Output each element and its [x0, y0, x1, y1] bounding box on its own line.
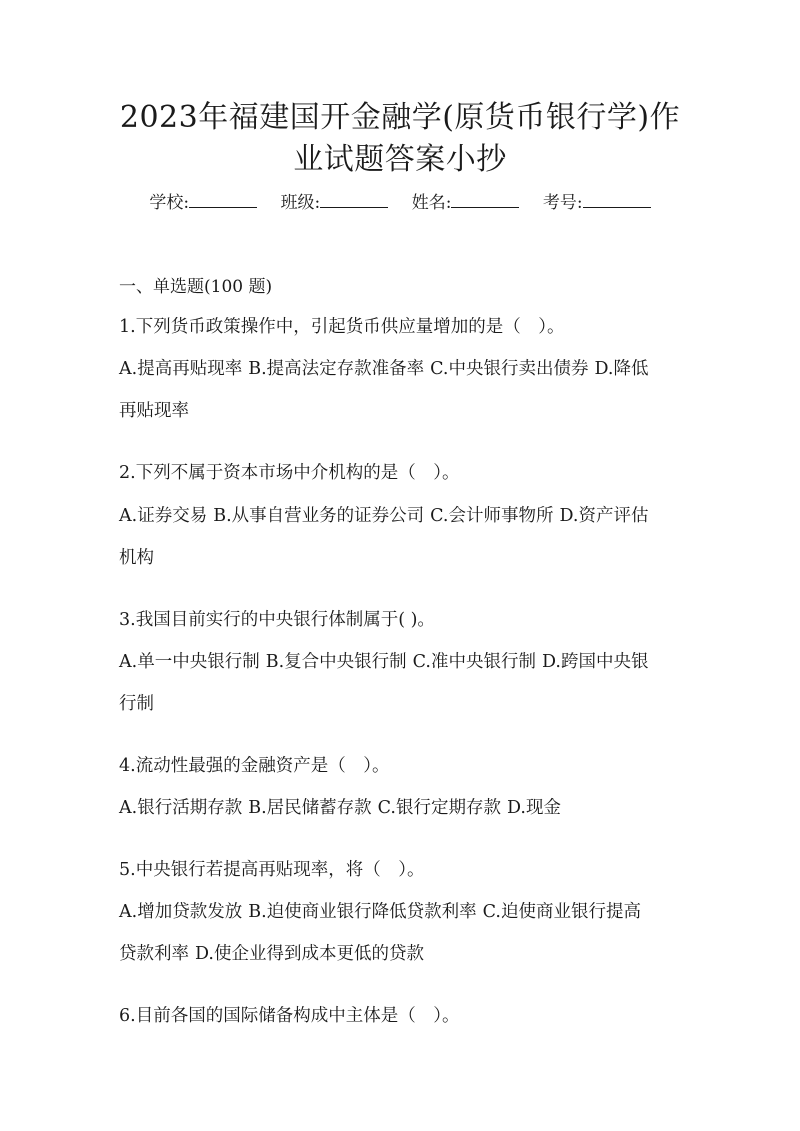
- section-heading: 一、单选题(100 题): [119, 277, 273, 297]
- option-c: C.中央银行卖出债券: [430, 359, 589, 379]
- option-d: D.跨国中央银: [541, 652, 649, 672]
- option-d: D.降低: [594, 359, 649, 379]
- option-b: B.迫使商业银行降低贷款利率: [248, 902, 477, 922]
- option-b: B.居民储蓄存款: [248, 798, 372, 818]
- question-options: [119, 357, 689, 381]
- option-continuation: 机构: [119, 548, 154, 568]
- option-c: C.准中央银行制: [412, 652, 536, 672]
- question-stem: 2.下列不属于资本市场中介机构的是（ ）。: [119, 463, 460, 483]
- option-b: B.从事自营业务的证券公司: [213, 506, 425, 526]
- school-label: 学校:: [149, 193, 190, 213]
- question-options: [119, 796, 689, 820]
- question-stem: 1.下列货币政策操作中，引起货币供应量增加的是（ ）。: [119, 317, 565, 337]
- option-a: A.单一中央银行制: [119, 652, 260, 672]
- option-a: A.提高再贴现率: [119, 359, 243, 379]
- number-blank: [583, 190, 651, 208]
- class-label: 班级:: [280, 193, 321, 213]
- name-blank: [451, 190, 519, 208]
- document-title-line-2: 业试题答案小抄: [293, 142, 507, 177]
- question-stem: 3.我国目前实行的中央银行体制属于( )。: [119, 610, 435, 630]
- question-options: [119, 504, 689, 528]
- option-b: B.复合中央银行制: [265, 652, 407, 672]
- option-c: C.银行定期存款: [377, 798, 501, 818]
- question-stem: 5.中央银行若提高再贴现率，将（ ）。: [119, 860, 425, 880]
- option-c: C.会计师事物所: [430, 506, 554, 526]
- option-d: D.现金: [506, 798, 561, 818]
- question-options: [119, 650, 689, 674]
- option-continuation: [119, 942, 689, 966]
- question-options: [119, 900, 689, 924]
- number-field: [543, 193, 651, 213]
- option-a: A.证券交易: [119, 506, 208, 526]
- class-field: [281, 193, 389, 213]
- option-c: C.迫使商业银行提高: [482, 902, 641, 922]
- class-blank: [320, 190, 388, 208]
- question-stem: 4.流动性最强的金融资产是（ ）。: [119, 756, 390, 776]
- option-continuation: 再贴现率: [119, 401, 189, 421]
- option-continuation: 行制: [119, 694, 154, 714]
- option-b: B.提高法定存款准备率: [248, 359, 425, 379]
- document-title-line-1: 2023年福建国开金融学(原货币银行学)作: [119, 100, 681, 135]
- school-blank: [189, 190, 257, 208]
- option-c-continuation: 贷款利率: [119, 944, 189, 964]
- school-field: [149, 193, 257, 213]
- option-a: A.增加贷款发放: [119, 902, 243, 922]
- option-d: D.资产评估: [559, 506, 649, 526]
- student-info-row: [0, 190, 800, 215]
- number-label: 考号:: [542, 193, 583, 213]
- option-d: D.使企业得到成本更低的贷款: [195, 944, 424, 964]
- option-a: A.银行活期存款: [119, 798, 243, 818]
- name-label: 姓名:: [411, 193, 452, 213]
- name-field: [412, 193, 520, 213]
- question-stem: 6.目前各国的国际储备构成中主体是（ ）。: [119, 1006, 460, 1026]
